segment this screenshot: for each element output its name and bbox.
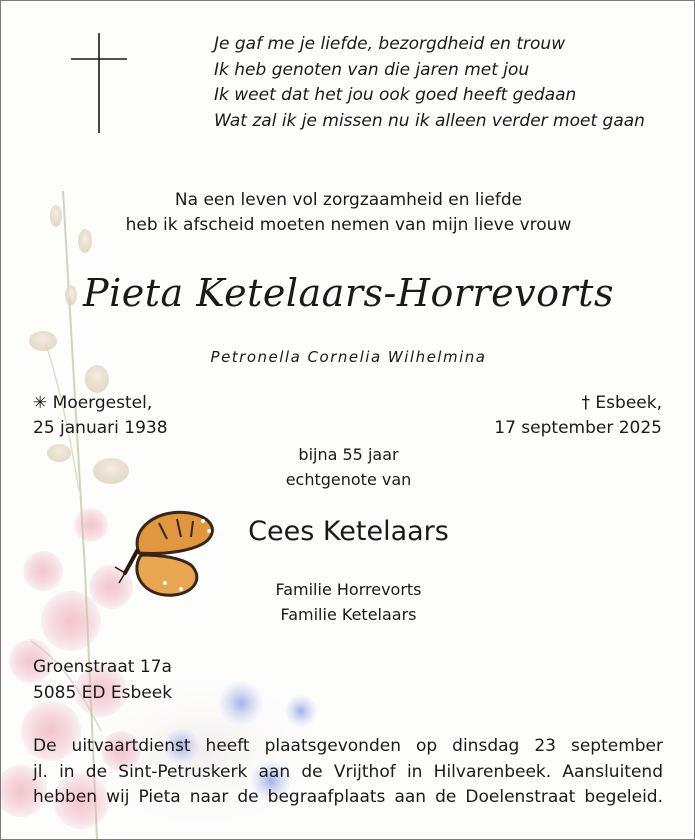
poem-line: Je gaf me je liefde, bezorgdheid en trouw (214, 34, 566, 54)
marriage-info (1, 442, 695, 492)
family-line: Familie Horrevorts (275, 580, 422, 599)
poem-line: Ik heb genoten van die jaren met jou (214, 59, 530, 80)
families (1, 577, 695, 627)
birth-date: 25 januari 1938 (33, 418, 168, 438)
deceased-name: Pieta Ketelaars-Horrevorts (83, 271, 614, 315)
intro-line: heb ik afscheid moeten nemen van mijn lieve vrouw (125, 215, 572, 235)
birth-place: ✳ Moergestel, (33, 393, 153, 413)
spouse-name: Cees Ketelaars (248, 516, 449, 547)
given-names: Petronella Cornelia Wilhelmina (210, 348, 487, 366)
address (33, 654, 172, 706)
death-info (494, 391, 662, 441)
poem (214, 32, 684, 134)
service-line: De uitvaartdienst heeft plaatsgevonden op dinsdag 23 september (33, 736, 663, 756)
birth-info (33, 391, 168, 441)
address-line: 5085 ED Esbeek (33, 683, 173, 703)
cross-icon (71, 33, 127, 133)
poem-line: Wat zal ik je missen nu ik alleen verder moet gaan (214, 110, 645, 131)
intro-text (1, 188, 695, 238)
service-text (33, 734, 663, 811)
intro-line: Na een leven vol zorgzaamheid en liefde (174, 190, 523, 210)
marriage-line: echtgenote van (285, 470, 412, 489)
death-date: 17 september 2025 (494, 418, 662, 438)
service-line: jl. in de Sint-Petruskerk aan de Vrijthof in Hilvarenbeek. Aansluitend (33, 761, 663, 782)
service-line: hebben wij Pieta naar de begraafplaats aan de Doelenstraat begeleid. (33, 787, 663, 807)
poem-line: Ik weet dat het jou ook goed heeft gedaan (214, 85, 577, 105)
marriage-line: bijna 55 jaar (298, 445, 399, 464)
family-line: Familie Ketelaars (280, 605, 417, 624)
address-line: Groenstraat 17a (33, 657, 172, 677)
death-place: † Esbeek, (581, 393, 662, 413)
